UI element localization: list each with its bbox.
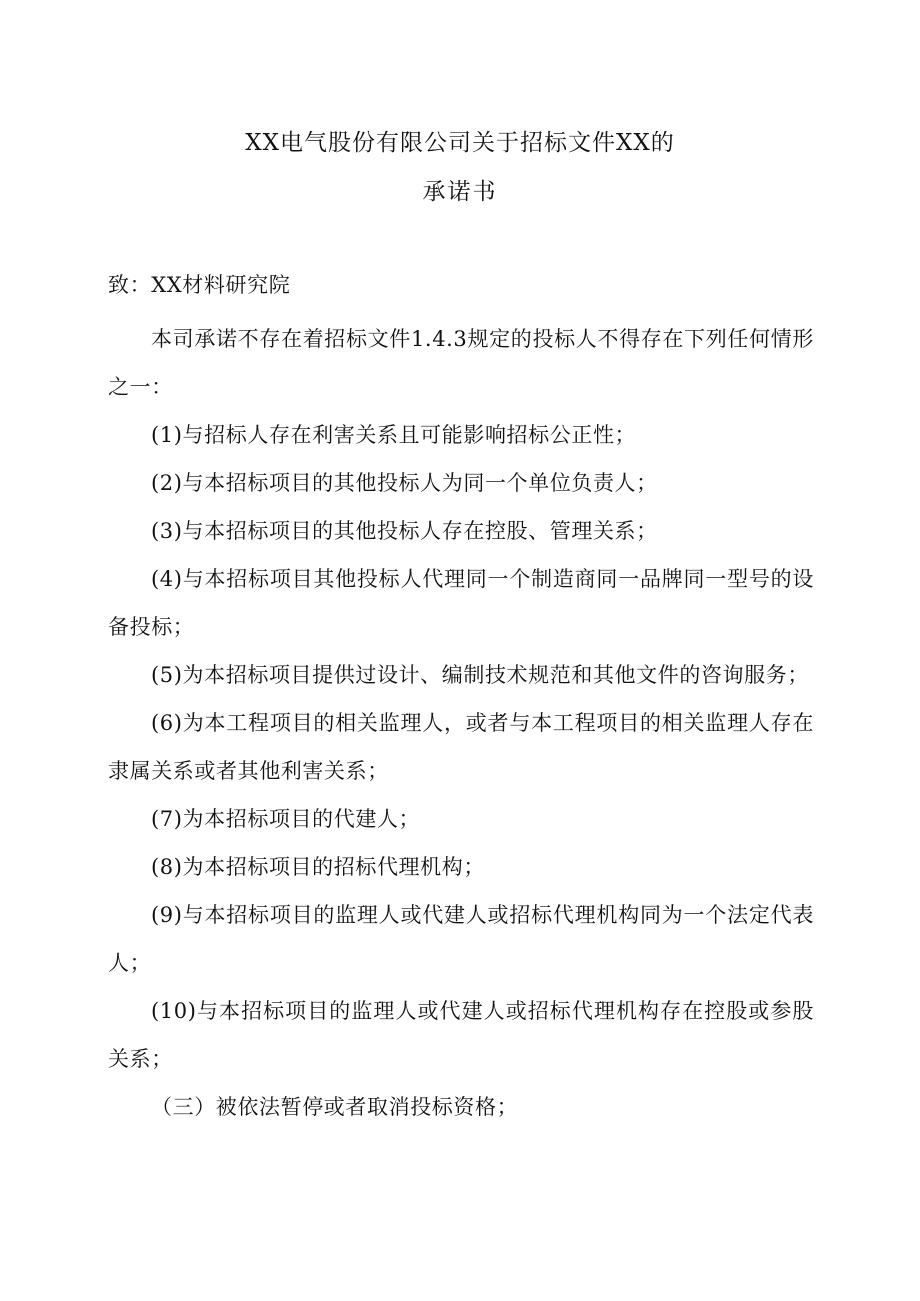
intro-paragraph: 本司承诺不存在着招标文件1.4.3规定的投标人不得存在下列任何情形之一：: [108, 327, 814, 399]
list-item: (3)与本招标项目的其他投标人存在控股、管理关系；: [151, 519, 658, 543]
list-item: (10)与本招标项目的监理人或代建人或招标代理机构存在控股或参股关系；: [108, 999, 814, 1071]
list-item: (8)为本招标项目的招标代理机构；: [151, 855, 485, 879]
list-item: (1)与招标人存在利害关系且可能影响招标公正性；: [151, 423, 637, 447]
document-title-line2: 承诺书: [422, 179, 498, 205]
addressee: 致：XX材料研究院: [108, 273, 291, 297]
list-item: (9)与本招标项目的监理人或代建人或招标代理机构同为一个法定代表人；: [108, 903, 814, 975]
list-item: (7)为本招标项目的代建人；: [151, 807, 421, 831]
document-body: [108, 315, 814, 1131]
list-item: （三）被依法暂停或者取消投标资格；: [151, 1095, 519, 1119]
document-title-line1: XX电气股份有限公司关于招标文件XX的: [245, 130, 675, 156]
list-item: (4)与本招标项目其他投标人代理同一个制造商同一品牌同一型号的设备投标；: [108, 567, 814, 639]
list-item: (6)为本工程项目的相关监理人，或者与本工程项目的相关监理人存在隶属关系或者其他利害关系；: [108, 711, 814, 783]
list-item: (5)为本招标项目提供过设计、编制技术规范和其他文件的咨询服务；: [151, 663, 809, 687]
list-item: (2)与本招标项目的其他投标人为同一个单位负责人；: [151, 471, 658, 495]
